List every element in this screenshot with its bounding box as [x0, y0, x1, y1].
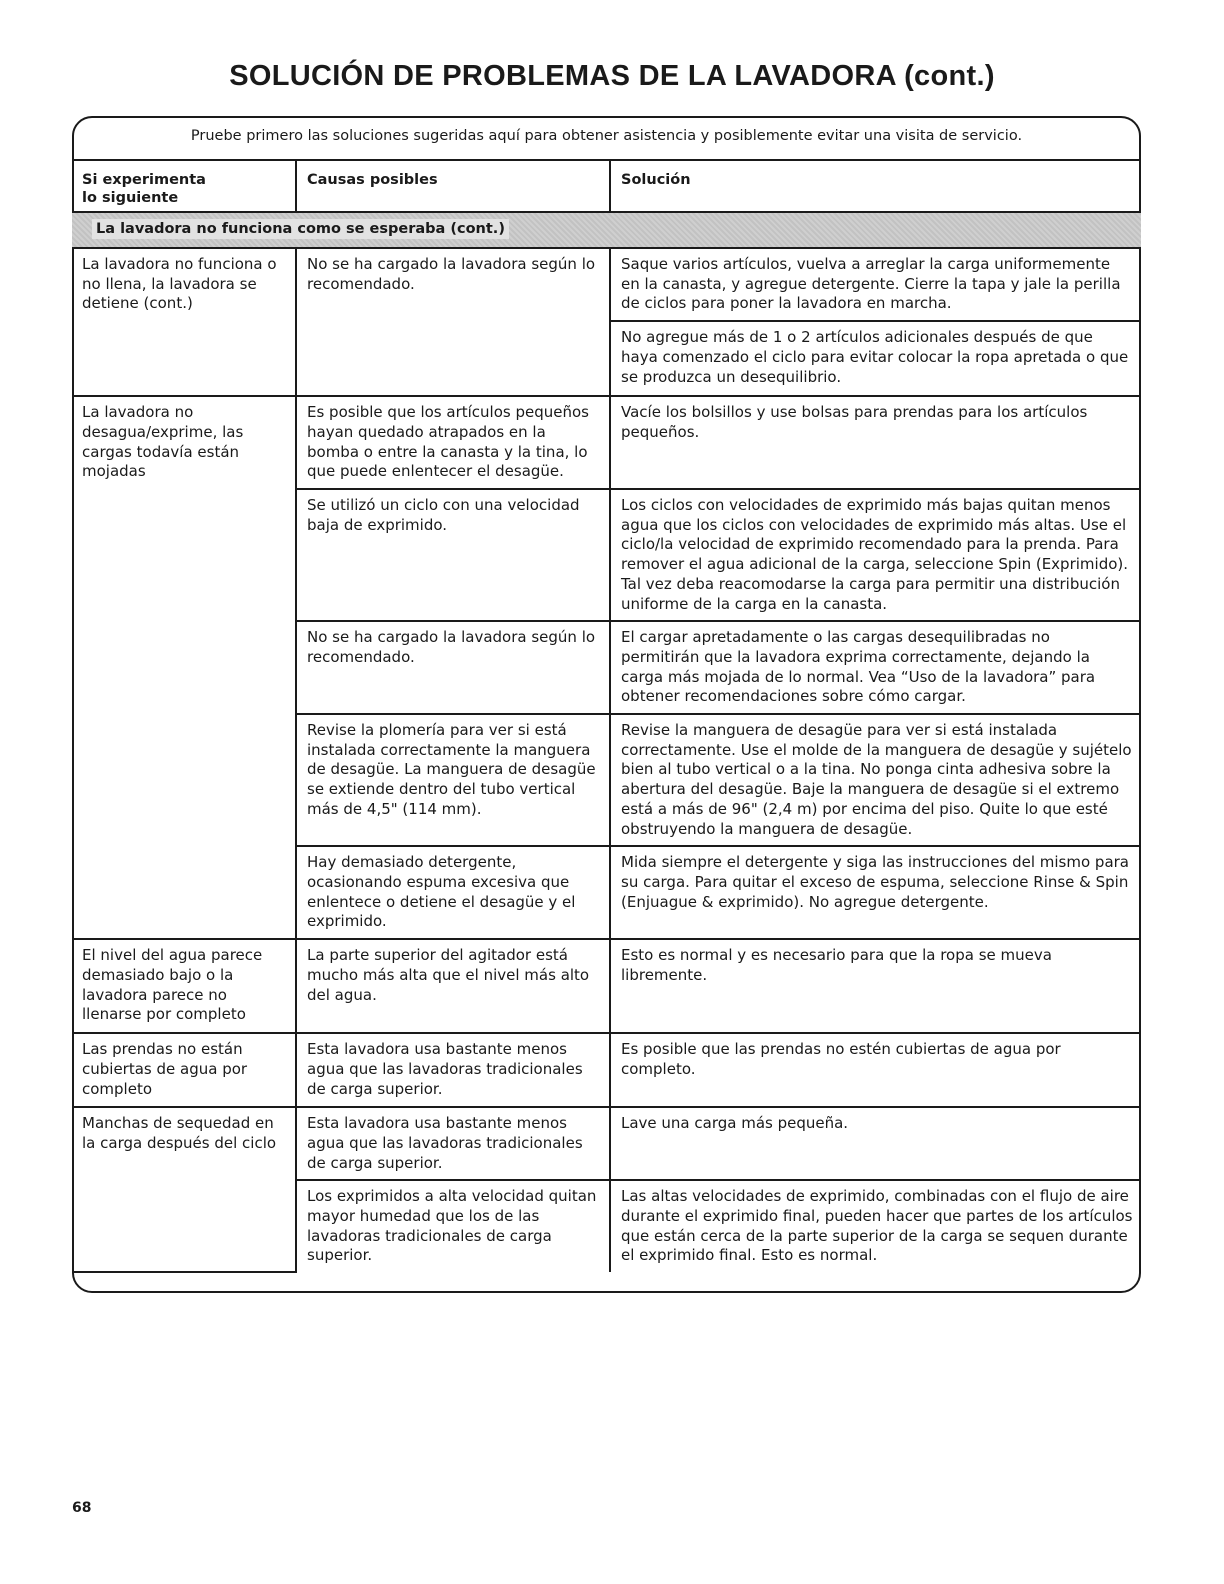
solution-cell: El cargar apretadamente o las cargas desequilibradas no permitirán que la lavadora exprima correctamente, dejando la carga más mojada de lo normal. Vea “Uso de la lavadora” para obtener recomendaciones sobre cómo cargar. — [610, 621, 1141, 714]
table-header-row — [72, 160, 1141, 212]
cause-cell: Revise la plomería para ver si está instalada correctamente la manguera de desagüe. La manguera de desagüe se extiende dentro del tubo vertical más de 4,5" (114 mm). — [296, 714, 610, 846]
solution-cell: Esto es normal y es necesario para que la ropa se mueva libremente. — [610, 939, 1141, 1033]
cause-cell: La parte superior del agitador está mucho más alta que el nivel más alto del agua. — [296, 939, 610, 1033]
solution-cell: No agregue más de 1 o 2 artículos adicionales después de que haya comenzado el ciclo para evitar colocar la ropa apretada o que se produzca un desequilibrio. — [610, 321, 1141, 396]
cause-cell: Es posible que los artículos pequeños hayan quedado atrapados en la bomba o entre la canasta y la tina, lo que puede enlentecer el desagüe. — [296, 396, 610, 489]
symptom-cell: El nivel del agua parece demasiado bajo o la lavadora parece no llenarse por completo — [72, 939, 296, 1033]
solution-cell: Los ciclos con velocidades de exprimido más bajas quitan menos agua que los ciclos con velocidades de exprimido más altas. Use el ciclo/la velocidad de exprimido recomendado para la prenda. Para remover el agua adicional de la carga, seleccione Spin (Exprimido). Tal vez deba reacomodarse la carga para permitir una distribución uniforme de la carga en la canasta. — [610, 489, 1141, 621]
table-row — [72, 1107, 1141, 1180]
table-row — [72, 248, 1141, 321]
cause-cell: No se ha cargado la lavadora según lo recomendado. — [296, 621, 610, 714]
intro-text: Pruebe primero las soluciones sugeridas aquí para obtener asistencia y posiblemente evitar una visita de servicio. — [190, 128, 1023, 144]
cause-cell: Se utilizó un ciclo con una velocidad baja de exprimido. — [296, 489, 610, 621]
section-row — [72, 212, 1141, 248]
cause-cell: Los exprimidos a alta velocidad quitan mayor humedad que los de las lavadoras tradicionales de carga superior. — [296, 1180, 610, 1272]
table-row — [72, 939, 1141, 1033]
solution-cell: Vacíe los bolsillos y use bolsas para prendas para los artículos pequeños. — [610, 396, 1141, 489]
symptom-cell: Manchas de sequedad en la carga después del ciclo — [72, 1107, 296, 1272]
table-row — [72, 1033, 1141, 1107]
section-heading: La lavadora no funciona como se esperaba (cont.) — [72, 212, 1141, 248]
table-row — [72, 396, 1141, 489]
solution-cell: Revise la manguera de desagüe para ver si está instalada correctamente. Use el molde de la manguera de desagüe y sujételo bien al tubo vertical o a la tina. No ponga cinta adhesiva sobre la abertura del desagüe. Baje la manguera de desagüe si el extremo está a más de 96" (2,4 m) por encima del piso. Quite lo que esté obstruyendo la manguera de desagüe. — [610, 714, 1141, 846]
header-solution: Solución — [610, 160, 1141, 212]
solution-cell: Lave una carga más pequeña. — [610, 1107, 1141, 1180]
symptom-cell: Las prendas no están cubiertas de agua por completo — [72, 1033, 296, 1107]
page-number: 68 — [72, 1500, 92, 1516]
solution-cell: Mida siempre el detergente y siga las instrucciones del mismo para su carga. Para quitar el exceso de espuma, seleccione Rinse & Spin (Enjuague & exprimido). No agregue detergente. — [610, 846, 1141, 939]
cause-cell: No se ha cargado la lavadora según lo recomendado. — [296, 248, 610, 396]
header-causes: Causas posibles — [296, 160, 610, 212]
cause-cell: Hay demasiado detergente, ocasionando espuma excesiva que enlentece o detiene el desagüe y el exprimido. — [296, 846, 610, 939]
page-title: SOLUCIÓN DE PROBLEMAS DE LA LAVADORA (cont.) — [229, 60, 995, 92]
cause-cell: Esta lavadora usa bastante menos agua que las lavadoras tradicionales de carga superior. — [296, 1107, 610, 1180]
solution-cell: Saque varios artículos, vuelva a arreglar la carga uniformemente en la canasta, y agregue detergente. Cierre la tapa y jale la perilla de ciclos para poner la lavadora en marcha. — [610, 248, 1141, 321]
solution-cell: Es posible que las prendas no estén cubiertas de agua por completo. — [610, 1033, 1141, 1107]
symptom-cell: La lavadora no desagua/exprime, las cargas todavía están mojadas — [72, 396, 296, 939]
troubleshooting-table — [72, 159, 1141, 1273]
symptom-cell: La lavadora no funciona o no llena, la lavadora se detiene (cont.) — [72, 248, 296, 396]
solution-cell: Las altas velocidades de exprimido, combinadas con el flujo de aire durante el exprimido final, pueden hacer que partes de los artículos que están cerca de la parte superior de la carga se sequen durante el exprimido final. Esto es normal. — [610, 1180, 1141, 1272]
header-symptom: Si experimenta lo siguiente — [72, 160, 296, 212]
cause-cell: Esta lavadora usa bastante menos agua que las lavadoras tradicionales de carga superior. — [296, 1033, 610, 1107]
